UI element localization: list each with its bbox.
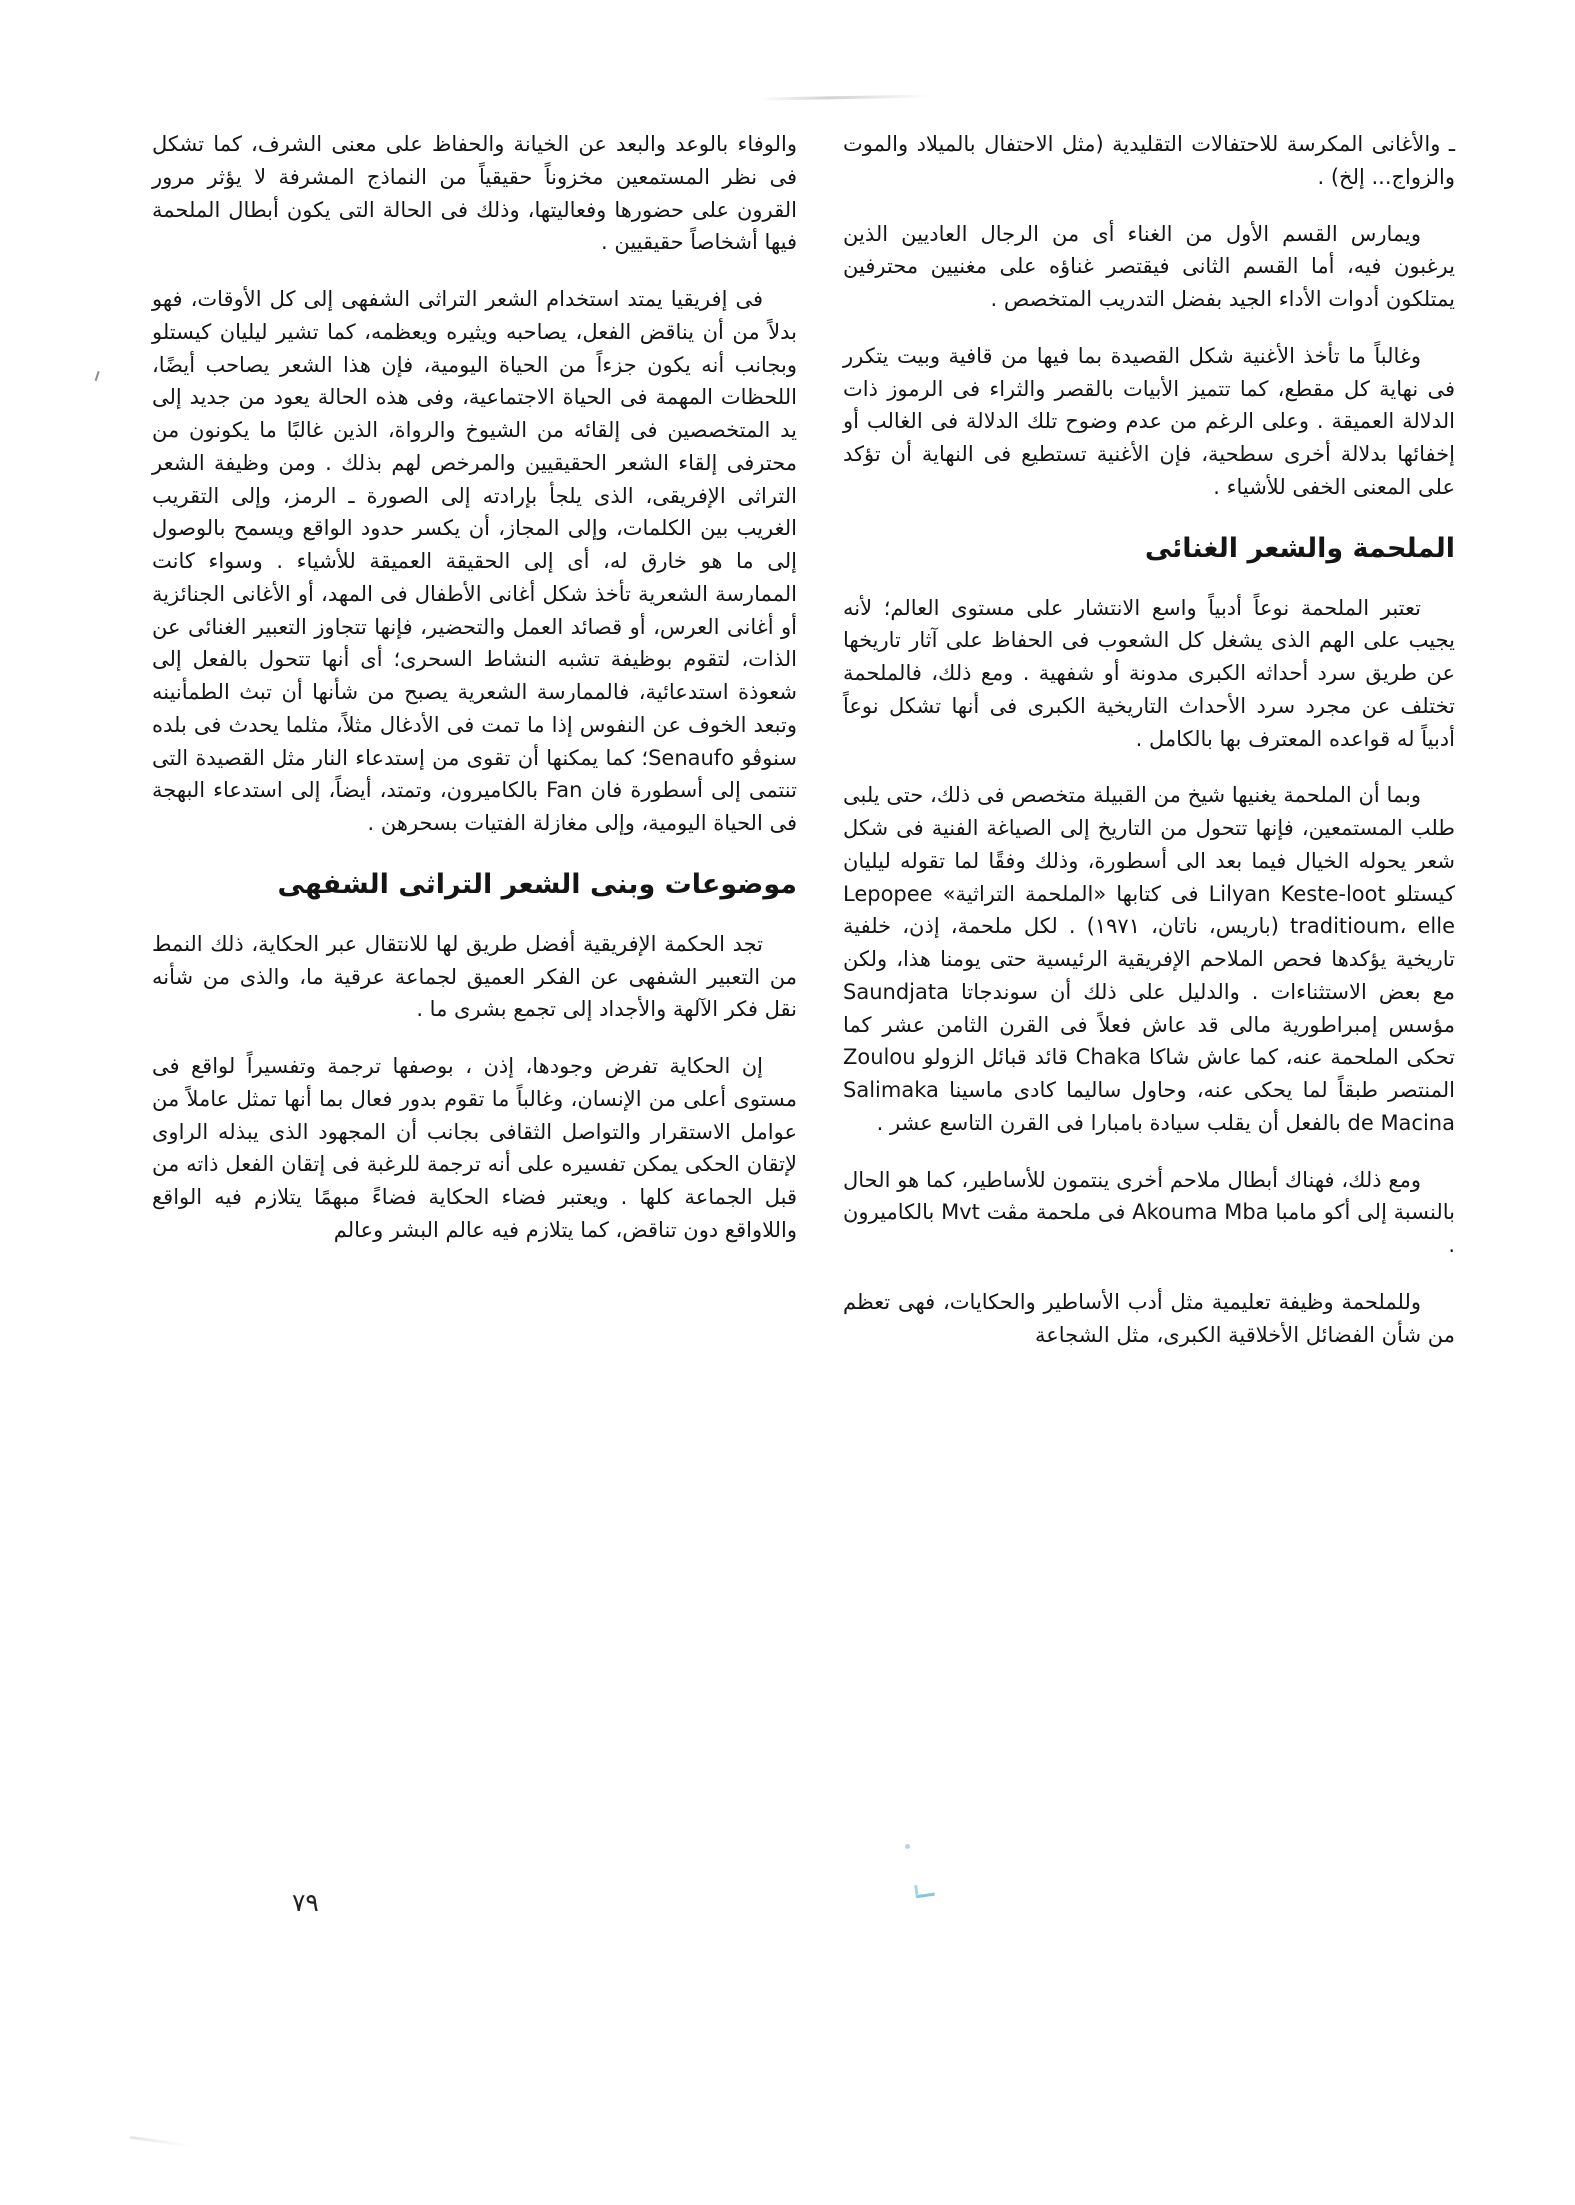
heading-epic-and-lyric-poetry: الملحمة والشعر الغنائى xyxy=(1144,532,1455,564)
paragraph-loyalty-honor: والوفاء بالوعد والبعد عن الخيانة والحفاظ على معنى الشرف، كما تشكل فى نظر المستمعين مخزوناً حقيقياً من النماذج المشرفة لا يؤثر مرور القرون على حضورها وفعاليتها، وذلك فى الحالة التى يكون أبطال الملحمة فيها أشخاصاً حقيقيين . xyxy=(152,132,797,255)
page-number: ٧٩ xyxy=(292,1888,319,1917)
paragraph-tale-role: إن الحكاية تفرض وجودها، إذن ، بوصفها ترجمة وتفسيراً لواقع فى مستوى أعلى من الإنسان، وغالباً ما تقوم بدور فعال بما أنها تمثل عاملاً من عوامل الاستقرار والتواصل الثقافى بجانب أن المجهود الذى يبذله الراوى لإتقان الحكى يمكن تفسيره على أنه ترجمة للرغبة فى إتقان الفعل ذاته من قبل الجماعة كلها . ويعتبر فضاء الحكاية فضاءً مبهمًا يتلازم فيه الواقع واللاواقع دون تناقض، كما يتلازم فيه عالم البشر وعالم xyxy=(152,1054,797,1242)
scan-artifact-blue-mark xyxy=(914,1883,935,1899)
column-left xyxy=(152,128,797,1375)
heading-themes-oral-poetry: موضوعات وبنى الشعر التراثى الشفهى xyxy=(277,868,797,900)
paragraph-epic-history: وبما أن الملحمة يغنيها شيخ من القبيلة متخصص فى ذلك، حتى يلبى طلب المستمعين، فإنها تتحول من التاريخ إلى الصياغة الفنية فى شكل شعر يحوله الخيال فيما بعد الى أسطورة، وذلك وفقًا لما تقوله ليليان كيستلو Lilyan Keste-loot فى كتابها «الملحمة التراثية» Lepopee traditioum، elle (باريس، ناتان، ١٩٧١) . لكل ملحمة، إذن، خلفية تاريخية يؤكدها فحص الملاحم الإفريقية الرئيسية حتى يومنا هذا، ولكن مع بعض الاستثناءات . والدليل على ذلك أن سوندجاتا Saundjata مؤسس إمبراطورية مالى قد عاش فعلاً فى القرن الثامن عشر كما تحكى الملحمة عنه، كما عاش شاكا Chaka قائد قبائل الزولو Zoulou المنتصر طبقاً لما يحكى عنه، وحاول ساليما كادى ماسينا Salimaka de Macina بالفعل أن يقلب سيادة بامبارا فى القرن التاسع عشر . xyxy=(843,783,1456,1135)
paragraph-african-wisdom: تجد الحكمة الإفريقية أفضل طريق لها للانتقال عبر الحكاية، ذلك النمط من التعبير الشفهى عن الفكر العميق لجماعة عرقية ما، والذى من شأنه نقل فكر الآلهة والأجداد إلى تجمع بشرى ما . xyxy=(152,931,797,1022)
scan-artifact-corner-smudge xyxy=(130,2136,190,2147)
column-right xyxy=(843,128,1455,1375)
paragraph-singing-sections: ويمارس القسم الأول من الغناء أى من الرجال العاديين الذين يرغبون فيه، أما القسم الثانى فيقتصر غناؤه على مغنيين محترفين يمتلكون أدوات الأداء الجيد بفضل التدريب المتخصص . xyxy=(843,221,1455,311)
scan-artifact-bottom-speck xyxy=(905,1844,910,1849)
paragraph-oral-poetry-africa: فى إفريقيا يمتد استخدام الشعر التراثى الشفهى إلى كل الأوقات، فهو بدلاً من أن يناقض الفعل، يصاحبه ويثيره ويعظمه، كما تشير ليليان كيستلو وبجانب أنه يكون جزءاً من الحياة اليومية، فإن هذا الشعر يصاحب أيضًا، اللحظات المهمة فى الحياة الاجتماعية، وفى هذه الحالة يعود من جديد إلى يد المتخصصين فى إلقائه من الشيوخ والرواة، الذين غالبًا ما يكونون من محترفى إلقاء الشعر الحقيقيين والمرخص لهم بذلك . ومن وظيفة الشعر التراثى الإفريقى، الذى يلجأ بإرادته إلى الصورة ـ الرمز، وإلى التقريب الغريب بين الكلمات، وإلى المجاز، أن يكسر حدود الواقع ويسمح بالوصول إلى ما هو خارق له، أى إلى الحقيقة العميقة للأشياء . وسواء كانت الممارسة الشعرية تأخذ شكل أغانى الأطفال فى المهد، أو الأغانى الجنائزية أو أغانى العرس، أو قصائد العمل والتحضير، فإنها تتجاوز التعبير الغنائى عن الذات، لتقوم بوظيفة تشبه النشاط السحرى؛ أى أنها تتحول بالفعل إلى شعوذة استدعائية، فالممارسة الشعرية يصبح من شأنها أن تبث الطمأنينه وتبعد الخوف عن النفوس إذا ما تمت فى الأدغال مثلاً، مثلما يحدث فى بلده سنوڤو Senaufo؛ كما يمكنها أن تقوى من إستدعاء النار مثل القصيدة التى تنتمى إلى أسطورة فان Fan بالكاميرون، وتمتد، أيضاً، إلى استدعاء البهجة فى الحياة اليومية، وإلى مغازلة الفتيات بسحرهن . xyxy=(152,287,798,835)
paragraph-epic-definition: تعتبر الملحمة نوعاً أدبياً واسع الانتشار على مستوى العالم؛ لأنه يجيب على الهم الذى يشغل كل الشعوب فى الحفاظ على آثار تاريخها عن طريق سرد أحداثه الكبرى مدونة أو شفهية . ومع ذلك، فالملحمة تختلف عن مجرد سرد الأحداث التاريخية الكبرى فى أنها تشكل نوعاً أدبياً له قواعده المعترف بها بالكامل . xyxy=(843,595,1455,751)
paragraph-epic-function: وللملحمة وظيفة تعليمية مثل أدب الأساطير والحكايات، فهى تعظم من شأن الفضائل الأخلاقية الكبرى، مثل الشجاعة xyxy=(843,1289,1455,1347)
paragraph-legendary-heroes: ومع ذلك، فهناك أبطال ملاحم أخرى ينتمون للأساطير، كما هو الحال بالنسبة إلى أكو مامبا Akouma Mba فى ملحمة مڤت Mvt بالكاميرون . xyxy=(843,1167,1455,1258)
paragraph-traditional-songs: ـ والأغانى المكرسة للاحتفالات التقليدية (مثل الاحتفال بالميلاد والموت والزواج... إلخ) . xyxy=(843,132,1455,189)
paragraph-song-form: وغالباً ما تأخذ الأغنية شكل القصيدة بما فيها من قافية وبيت يتكرر فى نهاية كل مقطع، كما تتميز الأبيات بالقصر والثراء فى الرموز ذات الدلالة العميقة . وعلى الرغم من عدم وضوح تلك الدلالة فى الغالب أو إخفائها بدلالة أخرى سطحية، فإن الأغنية تستطيع فى النهاية أن تؤكد على المعنى الخفى للأشياء . xyxy=(843,343,1455,499)
